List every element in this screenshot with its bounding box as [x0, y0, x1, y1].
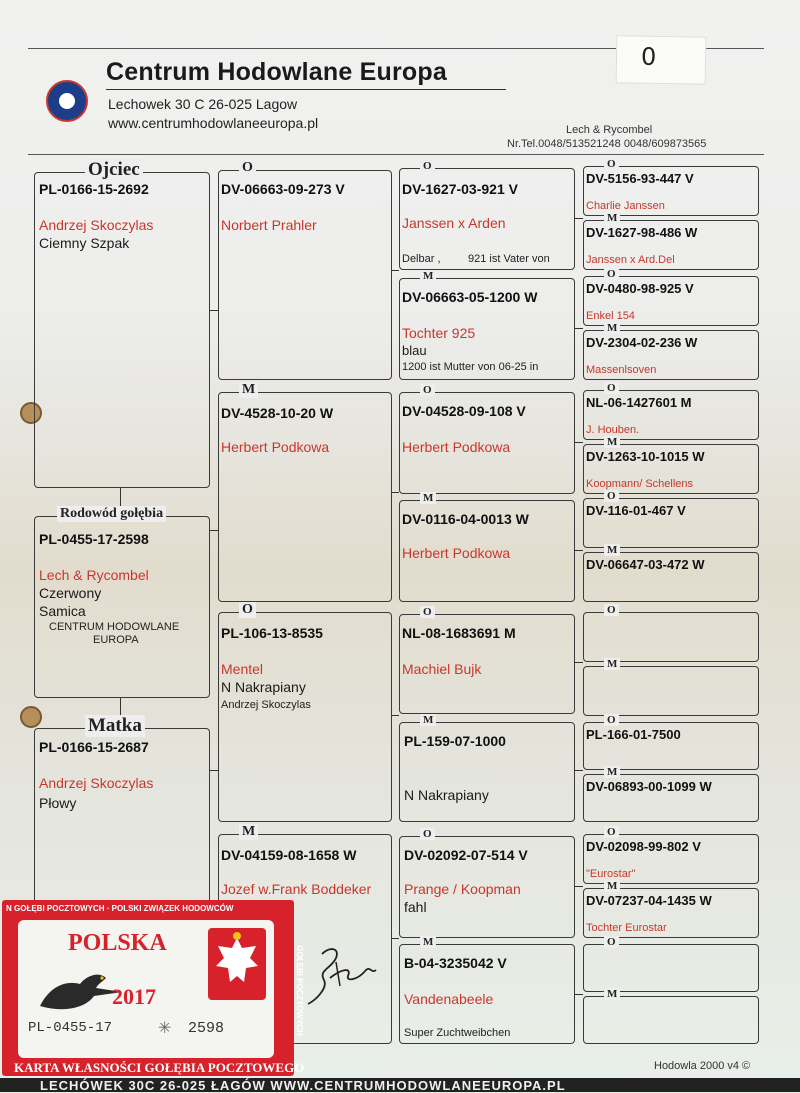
- gen4-card: [583, 766, 759, 822]
- connector: [575, 442, 583, 443]
- connector: [210, 530, 218, 531]
- ring-number: DV-07237-04-1435 W: [586, 893, 712, 908]
- gen3-card: [399, 828, 575, 938]
- breeder: Janssen x Ard.Del: [586, 254, 675, 266]
- tag-o: O: [604, 604, 619, 616]
- tag-m: M: [604, 544, 620, 556]
- breeder: "Eurostar": [586, 868, 636, 880]
- connector: [575, 886, 583, 887]
- sire-sire-card: [218, 160, 392, 380]
- subject-label: Rodowód gołębia: [57, 506, 166, 522]
- ring-number: DV-02098-99-802 V: [586, 839, 701, 854]
- connector: [575, 328, 583, 329]
- stamp-country: POLSKA: [68, 930, 167, 956]
- header-rule: [28, 154, 764, 155]
- gen4-card: [583, 826, 759, 884]
- gen4-card: [583, 490, 759, 548]
- ring-number: DV-2304-02-236 W: [586, 335, 698, 350]
- gen3-card: [399, 492, 575, 602]
- ring-number: B-04-3235042 V: [404, 955, 507, 971]
- tag-m: M: [604, 322, 620, 334]
- breeder: Herbert Podkowa: [221, 439, 330, 455]
- gen4-card: [583, 436, 759, 494]
- gen3-card: [399, 714, 575, 822]
- subject-breeder-2: EUROPA: [93, 634, 139, 646]
- breeder: Vandenabeele: [404, 991, 494, 1007]
- phone-numbers: Nr.Tel.0048/513521248 0048/609873565: [507, 138, 707, 150]
- stamp-bottom-text: KARTA WŁASNOŚCI GOŁĘBIA POCZTOWEGO: [14, 1060, 305, 1075]
- subject-breeder-1: CENTRUM HODOWLANE: [49, 621, 180, 633]
- breeder: Herbert Podkowa: [402, 439, 511, 455]
- tag-m: M: [239, 382, 258, 398]
- ring-number: NL-06-1427601 M: [586, 395, 692, 410]
- tag-m: M: [604, 880, 620, 892]
- mother-owner: Andrzej Skoczylas: [39, 775, 154, 791]
- color: blau: [402, 343, 427, 358]
- gen4-card: [583, 880, 759, 938]
- breeder: Jozef w.Frank Boddeker: [221, 881, 372, 897]
- tag-o: O: [239, 160, 256, 176]
- club-logo-icon: [46, 80, 88, 122]
- tag-m: M: [239, 824, 258, 840]
- sire-dam-card: [218, 382, 392, 602]
- color: fahl: [404, 899, 427, 915]
- breeder: Koopmann/ Schellens: [586, 478, 694, 490]
- tag-m: M: [420, 714, 436, 726]
- color: N Nakrapiany: [221, 679, 306, 695]
- ring-number: PL-106-13-8535: [221, 625, 323, 641]
- father-owner: Andrzej Skoczylas: [39, 217, 154, 233]
- tag-m: M: [604, 988, 620, 1000]
- stamp-ring-number: 2598: [188, 1020, 225, 1037]
- gen3-card: [399, 606, 575, 714]
- ring-number: DV-5156-93-447 V: [586, 171, 694, 186]
- address: Lechowek 30 C 26-025 Lagow: [108, 96, 298, 112]
- gen4-card: [583, 544, 759, 602]
- father-name: Ciemny Szpak: [39, 235, 130, 251]
- gen4-card: [583, 268, 759, 326]
- connector: [392, 492, 399, 493]
- tag-o: O: [604, 382, 619, 394]
- gen4-card: [583, 158, 759, 216]
- breeder: Machiel Bujk: [402, 661, 482, 677]
- father-label: Ojciec: [85, 159, 143, 181]
- connector: [575, 770, 583, 771]
- ring-number: DV-1627-98-486 W: [586, 225, 698, 240]
- ring-number: DV-1263-10-1015 W: [586, 449, 705, 464]
- tag-m: M: [604, 436, 620, 448]
- ring-number: DV-06647-03-472 W: [586, 557, 705, 572]
- ring-number: DV-06663-09-273 V: [221, 181, 345, 197]
- breeder: Massenlsoven: [586, 364, 657, 376]
- gen4-card: [583, 714, 759, 770]
- ring-number: DV-02092-07-514 V: [404, 847, 528, 863]
- tag-m: M: [420, 936, 436, 948]
- gen3-card: [399, 384, 575, 494]
- tag-o: O: [420, 384, 435, 396]
- tag-m: M: [604, 658, 620, 670]
- software-version: Hodowla 2000 v4 ©: [654, 1060, 751, 1072]
- ownership-card-stamp: [2, 900, 305, 1076]
- tag-o: O: [604, 714, 619, 726]
- gen4-card: [583, 382, 759, 440]
- stamp-panel: [18, 920, 274, 1058]
- ring-number: DV-06893-00-1099 W: [586, 779, 712, 794]
- stamp-top-text: N GOŁĘBI POCZTOWYCH · POLSKI ZWIĄZEK HODOWCÓW: [6, 904, 234, 913]
- subject-ring: PL-0455-17-2598: [39, 531, 149, 547]
- white-eagle-emblem-icon: [208, 928, 266, 1000]
- website: www.centrumhodowlaneeuropa.pl: [108, 115, 319, 131]
- gen3-card: [399, 936, 575, 1044]
- ring-number: NL-08-1683691 M: [402, 625, 516, 641]
- star-icon: ✳: [158, 1020, 172, 1037]
- connector: [210, 310, 218, 311]
- ring-number: PL-159-07-1000: [404, 733, 506, 749]
- color: N Nakrapiany: [404, 787, 489, 803]
- father-card: [34, 159, 210, 488]
- gen4-card: [583, 604, 759, 662]
- dam-sire-card: [218, 602, 392, 822]
- stamp-side-text: GOŁĘBI POCZTOWYCH: [294, 945, 304, 1036]
- tag-m: M: [604, 212, 620, 224]
- tag-o: O: [604, 490, 619, 502]
- tag-o: O: [604, 826, 619, 838]
- tag-o: O: [604, 936, 619, 948]
- breeder: Mentel: [221, 661, 264, 677]
- ring-number: DV-04528-09-108 V: [402, 403, 526, 419]
- connector: [575, 994, 583, 995]
- connector: [392, 715, 399, 716]
- connector: [210, 770, 218, 771]
- stamp-year: 2017: [112, 984, 156, 1009]
- gen4-card: [583, 658, 759, 716]
- note: 921 ist Vater von: [468, 253, 550, 265]
- breeder: J. Houben.: [586, 424, 640, 436]
- father-ring: PL-0166-15-2692: [39, 181, 149, 197]
- note-mark: 0: [640, 42, 657, 71]
- subject-sex: Samica: [39, 603, 86, 619]
- connector: [575, 218, 583, 219]
- note-sticker: [616, 35, 707, 85]
- ring-number: DV-06663-05-1200 W: [402, 289, 538, 305]
- ring-number: DV-04159-08-1658 W: [221, 847, 357, 863]
- tag-o: O: [420, 160, 435, 172]
- gen3-card: [399, 270, 575, 380]
- breeder: Prange / Koopman: [404, 881, 521, 897]
- ring-number: DV-1627-03-921 V: [402, 181, 518, 197]
- footer-text: LECHÓWEK 30C 26-025 ŁAGÓW WWW.CENTRUMHODOWLANEEUROPA.PL: [40, 1078, 566, 1093]
- gen4-card: [583, 988, 759, 1044]
- breeder: Tochter 925: [402, 325, 476, 341]
- note: Andrzej Skoczylas: [221, 699, 311, 711]
- mother-ring: PL-0166-15-2687: [39, 739, 149, 755]
- connector: [392, 270, 399, 271]
- binder-hole-icon: [20, 706, 42, 728]
- subject-color: Czerwony: [39, 585, 102, 601]
- tag-o: O: [420, 828, 435, 840]
- ring-number: PL-166-01-7500: [586, 727, 681, 742]
- connector: [392, 938, 399, 939]
- stamp-ring-code: PL-0455-17: [28, 1020, 113, 1036]
- breeder: Norbert Prahler: [221, 217, 317, 233]
- note: Delbar ,: [402, 253, 441, 265]
- tag-m: M: [604, 766, 620, 778]
- breeder: Charlie Janssen: [586, 200, 665, 212]
- gen3-card: [399, 160, 575, 270]
- gen4-card: [583, 936, 759, 992]
- tag-o: O: [604, 268, 619, 280]
- ring-number: DV-0116-04-0013 W: [402, 511, 529, 527]
- breeder: Herbert Podkowa: [402, 545, 511, 561]
- tag-m: M: [420, 492, 436, 504]
- connector: [575, 662, 583, 663]
- tag-o: O: [420, 606, 435, 618]
- breeder: Janssen x Arden: [402, 215, 506, 231]
- note: Super Zuchtweibchen: [404, 1027, 511, 1039]
- ring-number: DV-0480-98-925 V: [586, 281, 694, 296]
- tag-m: M: [420, 270, 436, 282]
- tag-o: O: [604, 158, 619, 170]
- subject-card: [34, 506, 210, 698]
- mother-card: [34, 715, 210, 908]
- breeder: Tochter Eurostar: [586, 922, 667, 934]
- mother-label: Matka: [85, 715, 145, 737]
- tag-o: O: [239, 602, 256, 618]
- gen4-card: [583, 322, 759, 380]
- connector: [575, 550, 583, 551]
- mother-name: Płowy: [39, 795, 77, 811]
- ring-number: DV-116-01-467 V: [586, 503, 686, 518]
- subject-owner: Lech & Rycombel: [39, 567, 149, 583]
- signature: [300, 940, 380, 1010]
- ring-number: DV-4528-10-20 W: [221, 405, 334, 421]
- note: 1200 ist Mutter von 06-25 in: [402, 361, 539, 373]
- loft-owner: Lech & Rycombel: [566, 124, 653, 136]
- title-underline: [106, 89, 506, 90]
- breeder: Enkel 154: [586, 310, 635, 322]
- page-title: Centrum Hodowlane Europa: [106, 58, 447, 86]
- gen4-card: [583, 212, 759, 270]
